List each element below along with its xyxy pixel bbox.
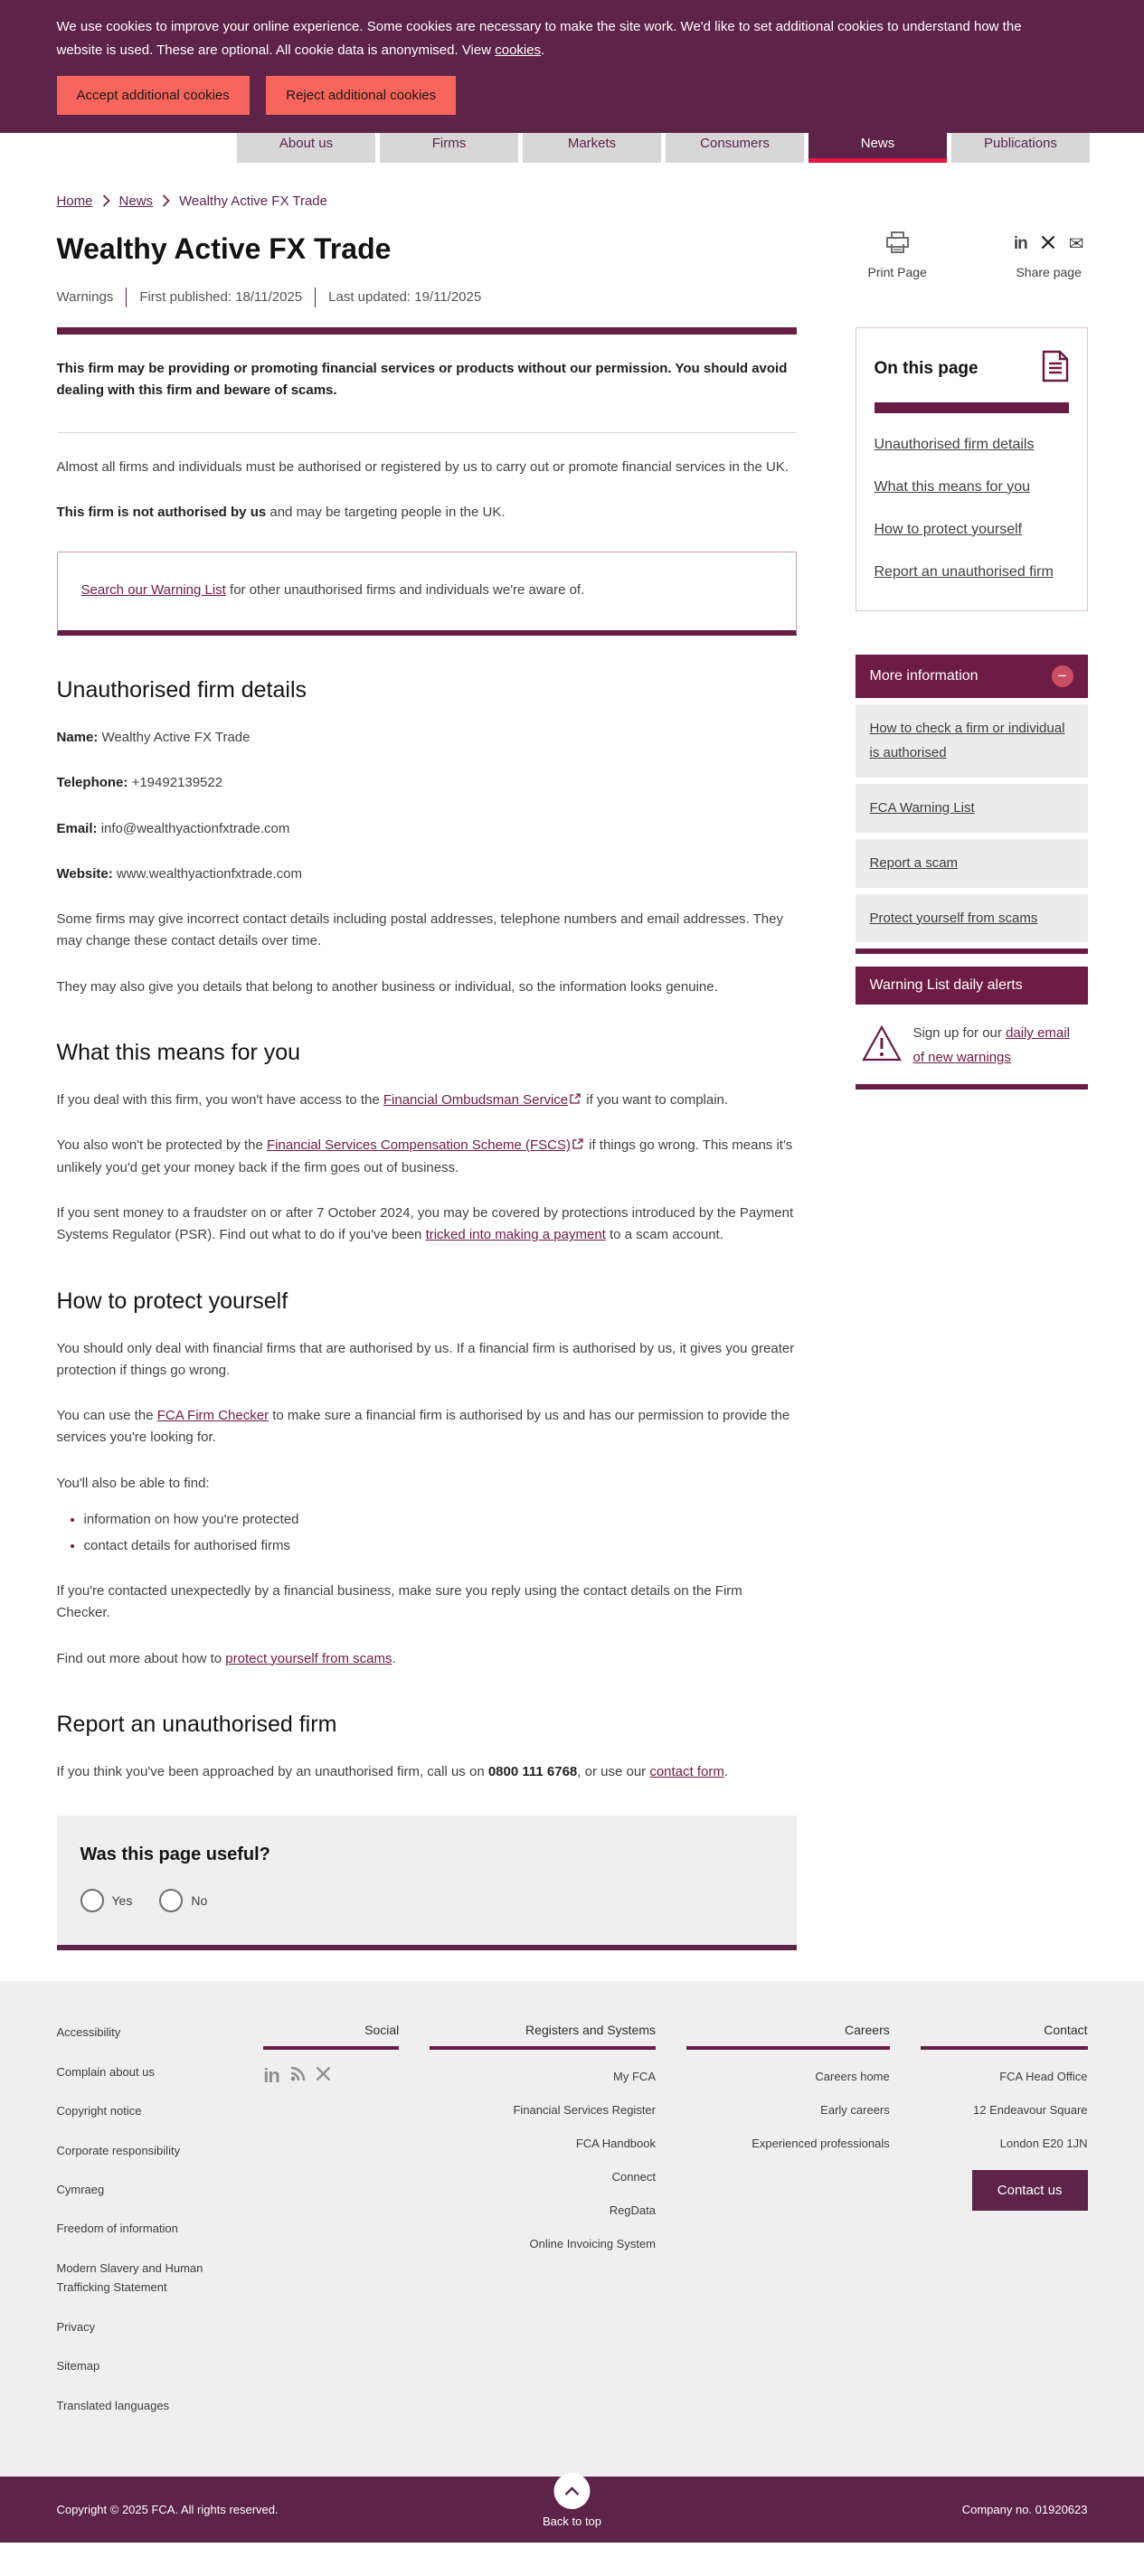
x-icon[interactable] [316,2066,331,2086]
breadcrumb-chevron-icon [162,194,170,207]
company-number: Company no. 01920623 [961,2503,1088,2517]
main-content [57,327,797,1951]
linkedin-icon[interactable]: in [1013,233,1027,253]
section-heading-means: What this means for you [56,1040,301,1066]
page-title: Wealthy Active FX Trade [56,231,392,265]
more-info-link-check-firm[interactable]: How to check a firm or individual is authorised [856,704,1088,778]
daily-alerts-title: Warning List daily alerts [869,977,1023,994]
footer-link-freedom-of-information[interactable]: Freedom of information [56,2222,178,2236]
warning-list-text: for other unauthorised firms and individuals we're aware of. [225,581,585,598]
breadcrumb [57,193,1088,209]
firm-website-value: www.wealthyactionfxtrade.com [116,865,302,882]
footer-contact-column [921,2023,1088,2435]
footer-link-regdata[interactable]: RegData [609,2203,656,2218]
firm-email-value: info@wealthyactionfxtrade.com [100,820,290,836]
breadcrumb-home-link[interactable]: Home [56,193,93,209]
daily-email-link[interactable]: daily email of new warnings [912,1025,1070,1066]
footer-link-online-invoicing[interactable]: Online Invoicing System [529,2237,656,2251]
footer-link-translated-languages[interactable]: Translated languages [56,2398,170,2412]
alert-top-bar [57,327,797,335]
footer-link-early-careers[interactable]: Early careers [820,2103,890,2118]
footer-registers-heading: Registers and Systems [430,2023,656,2050]
text: if things go wrong. This means it's unlikely you'd get your money back if the firm goes out of business. [56,1137,793,1175]
list-item: • contact details for authorised firms [84,1535,797,1557]
incorrect-details-paragraph: Some firms may give incorrect contact details including postal addresses, telephone numbers and email addresses. They may change these contact details over time. [56,911,783,949]
print-page-label[interactable]: Print Page [867,264,927,279]
footer-contact-heading: Contact [921,2023,1088,2050]
text: . [723,1763,729,1779]
footer-link-sitemap[interactable]: Sitemap [56,2359,100,2373]
back-to-top-button[interactable] [543,2473,601,2528]
on-this-page-bar [875,402,1069,413]
firm-name-row [57,727,797,749]
meta-divider [126,288,127,307]
text: You also won't be protected by the [56,1137,267,1154]
toc-link-report[interactable]: Report an unauthorised firm [874,563,1054,580]
more-info-link-warning-list[interactable]: FCA Warning List [856,784,1088,833]
daily-alerts-header [856,967,1088,1005]
firm-name-label: Name: [56,729,99,745]
protect-paragraph-1: You should only deal with financial firms that are authorised by us. If a financial firm is authorised by us, it gives you greater protection if things go wrong. [56,1340,795,1378]
linkedin-icon[interactable]: in [263,2064,279,2088]
contact-address-line: FCA Head Office [999,2070,1088,2084]
breadcrumb-current: Wealthy Active FX Trade [179,193,327,209]
printer-icon[interactable] [885,231,910,257]
nav-tabs [54,133,1090,163]
tab-label: Firms [431,135,467,151]
text: if you want to complain. [582,1092,729,1109]
more-information-title: More information [869,667,979,684]
footer-link-modern-slavery[interactable]: Modern Slavery and Human Trafficking Statement [56,2260,203,2295]
x-icon[interactable] [1041,235,1055,252]
toc-link-protect[interactable]: How to protect yourself [874,521,1023,537]
footer-registers-column [430,2023,656,2435]
feedback-question: Was this page useful? [80,1845,270,1865]
main-navigation [0,133,1144,163]
firm-name-value: Wealthy Active FX Trade [101,729,251,745]
footer-link-fca-handbook[interactable]: FCA Handbook [575,2137,656,2151]
firm-checker-paragraph [57,1405,797,1449]
ombudsman-paragraph [57,1090,797,1111]
fscs-link[interactable]: Financial Services Compensation Scheme (FSCS) [266,1137,571,1154]
daily-alerts-text [913,1021,1079,1070]
page-meta [57,288,797,307]
firm-website-label: Website: [56,865,113,882]
external-link-icon [570,1090,581,1111]
warning-list-box [57,552,797,636]
list-item: • information on how you're protected [84,1509,797,1531]
text: Sign up for our [912,1025,1007,1042]
cookie-message-text: We use cookies to improve your online experience. Some cookies are necessary to make the site work. We'd like to set additional cookies to understand how the website is used. These are optional. All cookie data is anonymised. View [56,19,1022,59]
share-group [1014,231,1084,279]
tab-news[interactable] [808,133,947,163]
text: to make sure a financial firm is authorised by us and has our permission to provide the services you're looking for. [56,1408,790,1446]
print-group [868,231,927,279]
share-page-label: Share page [1016,264,1082,279]
ombudsman-link[interactable]: Financial Ombudsman Service [383,1092,569,1109]
page-header [57,209,797,307]
footer-social-column [263,2023,399,2435]
phone-number: 0800 111 6768 [487,1763,578,1779]
radio-no-label: No [191,1893,208,1909]
cookie-message [57,15,1047,63]
first-published: First published: 18/11/2025 [139,289,303,305]
tab-label: Markets [567,135,617,151]
tab-label: About us [279,135,334,151]
intro-paragraph: Almost all firms and individuals must be authorised or registered by us to carry out or promote financial services in the UK. [56,459,789,476]
section-heading-report: Report an unauthorised firm [56,1711,337,1737]
reject-cookies-button[interactable]: Reject additional cookies [266,76,456,115]
firm-email-label: Email: [56,820,98,836]
feedback-box [57,1816,797,1950]
more-information-header[interactable] [856,655,1088,698]
on-this-page-box [856,327,1088,611]
footer-links-column [57,2023,233,2435]
envelope-icon[interactable]: ✉ [1068,234,1084,254]
firm-telephone-value: +19492139522 [131,775,223,791]
tab-label: Publications [984,135,1057,151]
text: , or use our [577,1763,650,1779]
contact-address-line: London E20 1JN [999,2137,1088,2151]
tab-consumers[interactable] [666,133,804,163]
firm-website-row [57,863,797,885]
radio-yes-label: Yes [111,1893,133,1909]
warning-list-link[interactable]: Search our Warning List [80,581,226,598]
daily-alerts-box [856,967,1088,1090]
also-find-paragraph: You'll also be able to find: [56,1475,210,1491]
find-out-more-paragraph [57,1648,797,1670]
sidebar [856,327,1088,1951]
radio-yes-circle[interactable] [80,1889,104,1912]
meta-divider [315,288,316,307]
tab-markets[interactable] [523,133,661,163]
collapse-minus-icon[interactable]: − [1052,665,1073,687]
not-authorised-paragraph [57,502,797,524]
tab-firms[interactable] [380,133,518,163]
footer-link-accessibility[interactable]: Accessibility [56,2025,121,2040]
text: If you think you've been approached by an unauthorised firm, call us on [56,1763,488,1779]
cookies-link[interactable]: cookies [495,42,542,59]
alert-text: This firm may be providing or promoting financial services or products without our permission. You should avoid dealing with this firm and beware of scams. [56,360,788,398]
external-link-icon [572,1135,583,1156]
protect-scams-link[interactable]: protect yourself from scams [225,1650,392,1666]
firm-email-row [57,818,797,840]
text: Find out more about how to [56,1650,226,1666]
contacted-unexpectedly-paragraph: If you're contacted unexpectedly by a financial business, make sure you reply using the contact details on the Firm Checker. [56,1583,742,1621]
tab-about-us[interactable] [237,133,375,163]
toc-link-means[interactable]: What this means for you [874,478,1031,495]
contact-form-link[interactable]: contact form [649,1763,724,1779]
firm-telephone-row [57,772,797,794]
copyright-text: Copyright © 2025 FCA. All rights reserved. [56,2503,279,2517]
contact-us-button[interactable]: Contact us [972,2170,1088,2211]
rss-icon[interactable] [289,2066,306,2087]
footer-careers-column [686,2023,890,2435]
more-information-box [856,655,1088,955]
firm-checker-link[interactable]: FCA Firm Checker [156,1408,269,1424]
radio-no-circle[interactable] [159,1889,183,1912]
last-updated: Last updated: 19/11/2025 [328,289,482,305]
text: . [392,1650,396,1666]
tricked-payment-link[interactable]: tricked into making a payment [425,1227,606,1243]
page-actions [856,231,1088,307]
genuine-details-paragraph: They may also give you details that belong to another business or individual, so the information looks genuine. [56,978,718,995]
footer-link-fs-register[interactable]: Financial Services Register [513,2103,656,2118]
document-icon [1042,350,1069,388]
divider [57,432,797,433]
contact-address-line: 12 Endeavour Square [973,2103,1088,2118]
page-end-spacer [0,2543,1144,2576]
cookie-message-period: . [541,42,545,59]
footer [0,1981,1144,2477]
breadcrumb-news-link[interactable]: News [118,193,154,209]
protect-bullet-list [57,1509,797,1557]
footer-link-copyright-notice[interactable]: Copyright notice [56,2104,142,2118]
firm-telephone-label: Telephone: [56,775,128,791]
cookie-banner [0,0,1144,133]
footer-link-my-fca[interactable]: My FCA [613,2070,656,2084]
footer-link-complain[interactable]: Complain about us [56,2064,155,2079]
not-authorised-rest: and may be targeting people in the UK. [266,505,506,521]
tab-label: News [860,135,895,151]
fscs-paragraph [57,1135,797,1179]
warning-triangle-icon [861,1024,903,1067]
footer-social-heading: Social [263,2023,399,2050]
text: to a scam account. [605,1227,723,1243]
footer-link-careers-home[interactable]: Careers home [815,2070,890,2084]
more-info-link-protect[interactable]: Protect yourself from scams [856,894,1088,943]
report-paragraph [57,1761,797,1783]
more-info-link-report-scam[interactable]: Report a scam [856,839,1088,888]
radio-no[interactable] [159,1889,207,1912]
not-authorised-bold: This firm is not authorised by us [56,505,267,521]
back-to-top-label: Back to top [542,2515,602,2529]
text: If you sent money to a fraudster on or after 7 October 2024, you may be covered by protections introduced by the Payment Systems Regulator (PSR). Find out what to do if you've been [56,1204,794,1243]
toc-link-firm-details[interactable]: Unauthorised firm details [874,436,1035,452]
radio-yes[interactable] [80,1889,133,1912]
tab-label: Consumers [700,135,770,151]
accept-cookies-button[interactable]: Accept additional cookies [57,76,250,115]
tab-publications[interactable] [951,133,1090,163]
more-information-bottom-bar [856,948,1088,954]
section-heading-firm-details: Unauthorised firm details [56,676,307,703]
psr-paragraph [57,1203,797,1247]
text: You can use the [56,1408,157,1424]
text: If you deal with this firm, you won't have access to the [56,1092,383,1109]
section-heading-protect: How to protect yourself [56,1288,288,1314]
footer-link-cymraeg[interactable]: Cymraeg [56,2182,105,2196]
on-this-page-title: On this page [874,358,979,378]
breadcrumb-chevron-icon [102,194,110,207]
footer-link-connect[interactable]: Connect [611,2170,656,2184]
category-label: Warnings [56,289,114,305]
chevron-up-icon[interactable] [553,2473,590,2509]
bottom-bar [0,2477,1144,2543]
footer-link-privacy[interactable]: Privacy [56,2319,96,2334]
footer-careers-heading: Careers [686,2023,890,2050]
footer-link-corporate-responsibility[interactable]: Corporate responsibility [56,2143,181,2157]
footer-link-experienced-professionals[interactable]: Experienced professionals [752,2137,890,2151]
